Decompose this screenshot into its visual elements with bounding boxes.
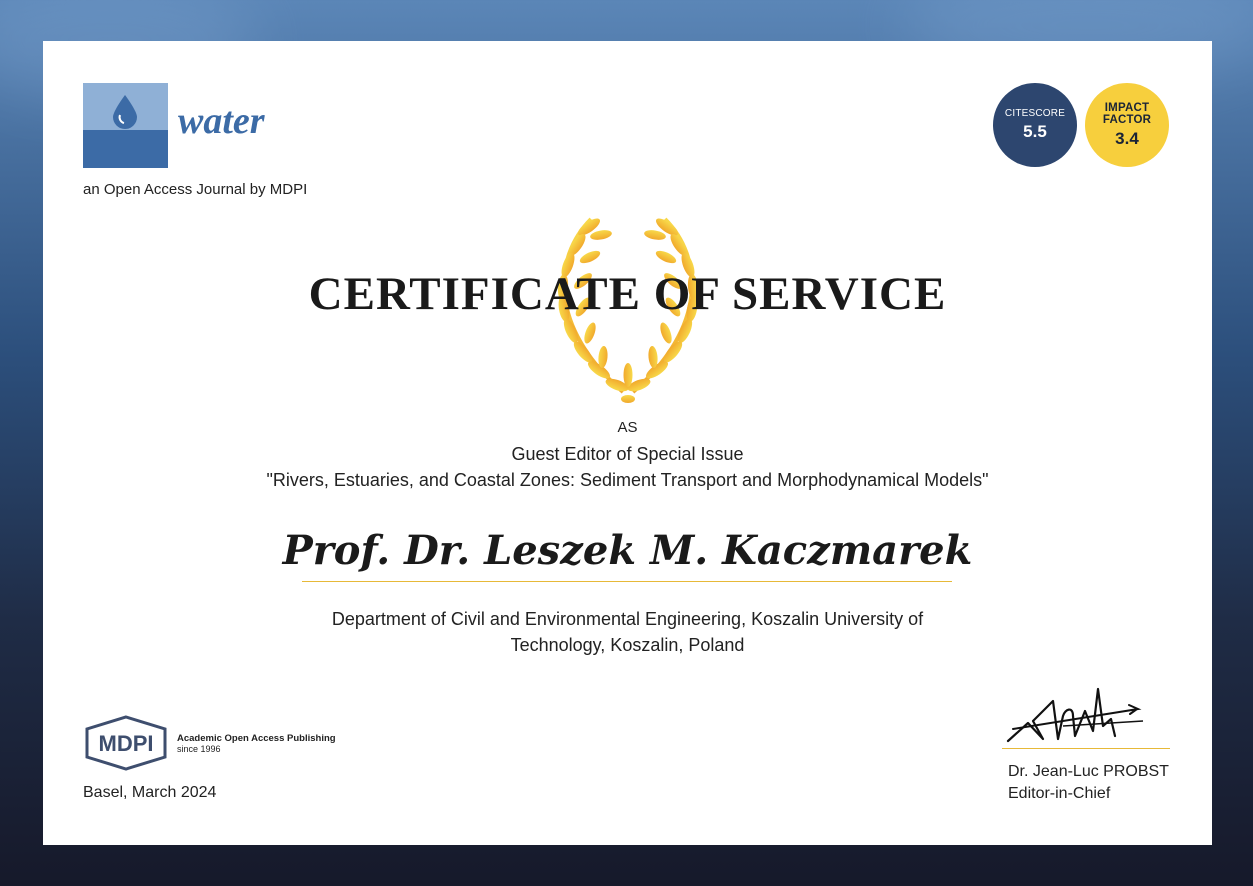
mdpi-logo — [83, 715, 169, 771]
citescore-value: 5.5 — [1023, 122, 1047, 141]
signer-name: Dr. Jean-Luc PROBST — [1008, 763, 1169, 780]
water-logo — [83, 83, 168, 168]
water-drop-icon — [107, 93, 143, 129]
signer-block — [1008, 761, 1169, 805]
mdpi-logo-text: MDPI — [98, 731, 154, 756]
special-issue-title: "Rivers, Estuaries, and Coastal Zones: Sediment Transport and Morphodynamical Models" — [266, 470, 989, 490]
signature-line — [1002, 748, 1170, 749]
mdpi-since: since 1996 — [177, 744, 221, 754]
impact-factor-value: 3.4 — [1115, 128, 1139, 148]
certificate-card — [43, 41, 1212, 845]
citescore-label: CITESCORE — [1004, 108, 1066, 119]
journal-subtitle: an Open Access Journal by MDPI — [83, 181, 308, 198]
impact-factor-badge — [1085, 83, 1169, 167]
citescore-badge — [993, 83, 1077, 167]
certificate-title: CERTIFICATE OF SERVICE — [308, 268, 947, 320]
recipient-affiliation: Department of Civil and Environmental Engineering, Koszalin University of Technology, Koszalin, Poland — [331, 609, 924, 655]
recipient-name: Prof. Dr. Leszek M. Kaczmarek — [282, 527, 973, 574]
impact-factor-label-line1: IMPACT — [1104, 101, 1150, 114]
as-label: AS — [617, 419, 638, 436]
signer-title: Editor-in-Chief — [1008, 785, 1111, 802]
name-underline — [302, 581, 952, 582]
mdpi-tagline — [177, 733, 336, 754]
mdpi-tagline-main: Academic Open Access Publishing — [177, 733, 336, 744]
role-text: Guest Editor of Special Issue — [511, 444, 744, 464]
place-date: Basel, March 2024 — [83, 784, 217, 801]
signature-image — [1003, 681, 1153, 751]
impact-factor-label-line2: FACTOR — [1102, 113, 1152, 126]
journal-name: water — [178, 100, 265, 142]
